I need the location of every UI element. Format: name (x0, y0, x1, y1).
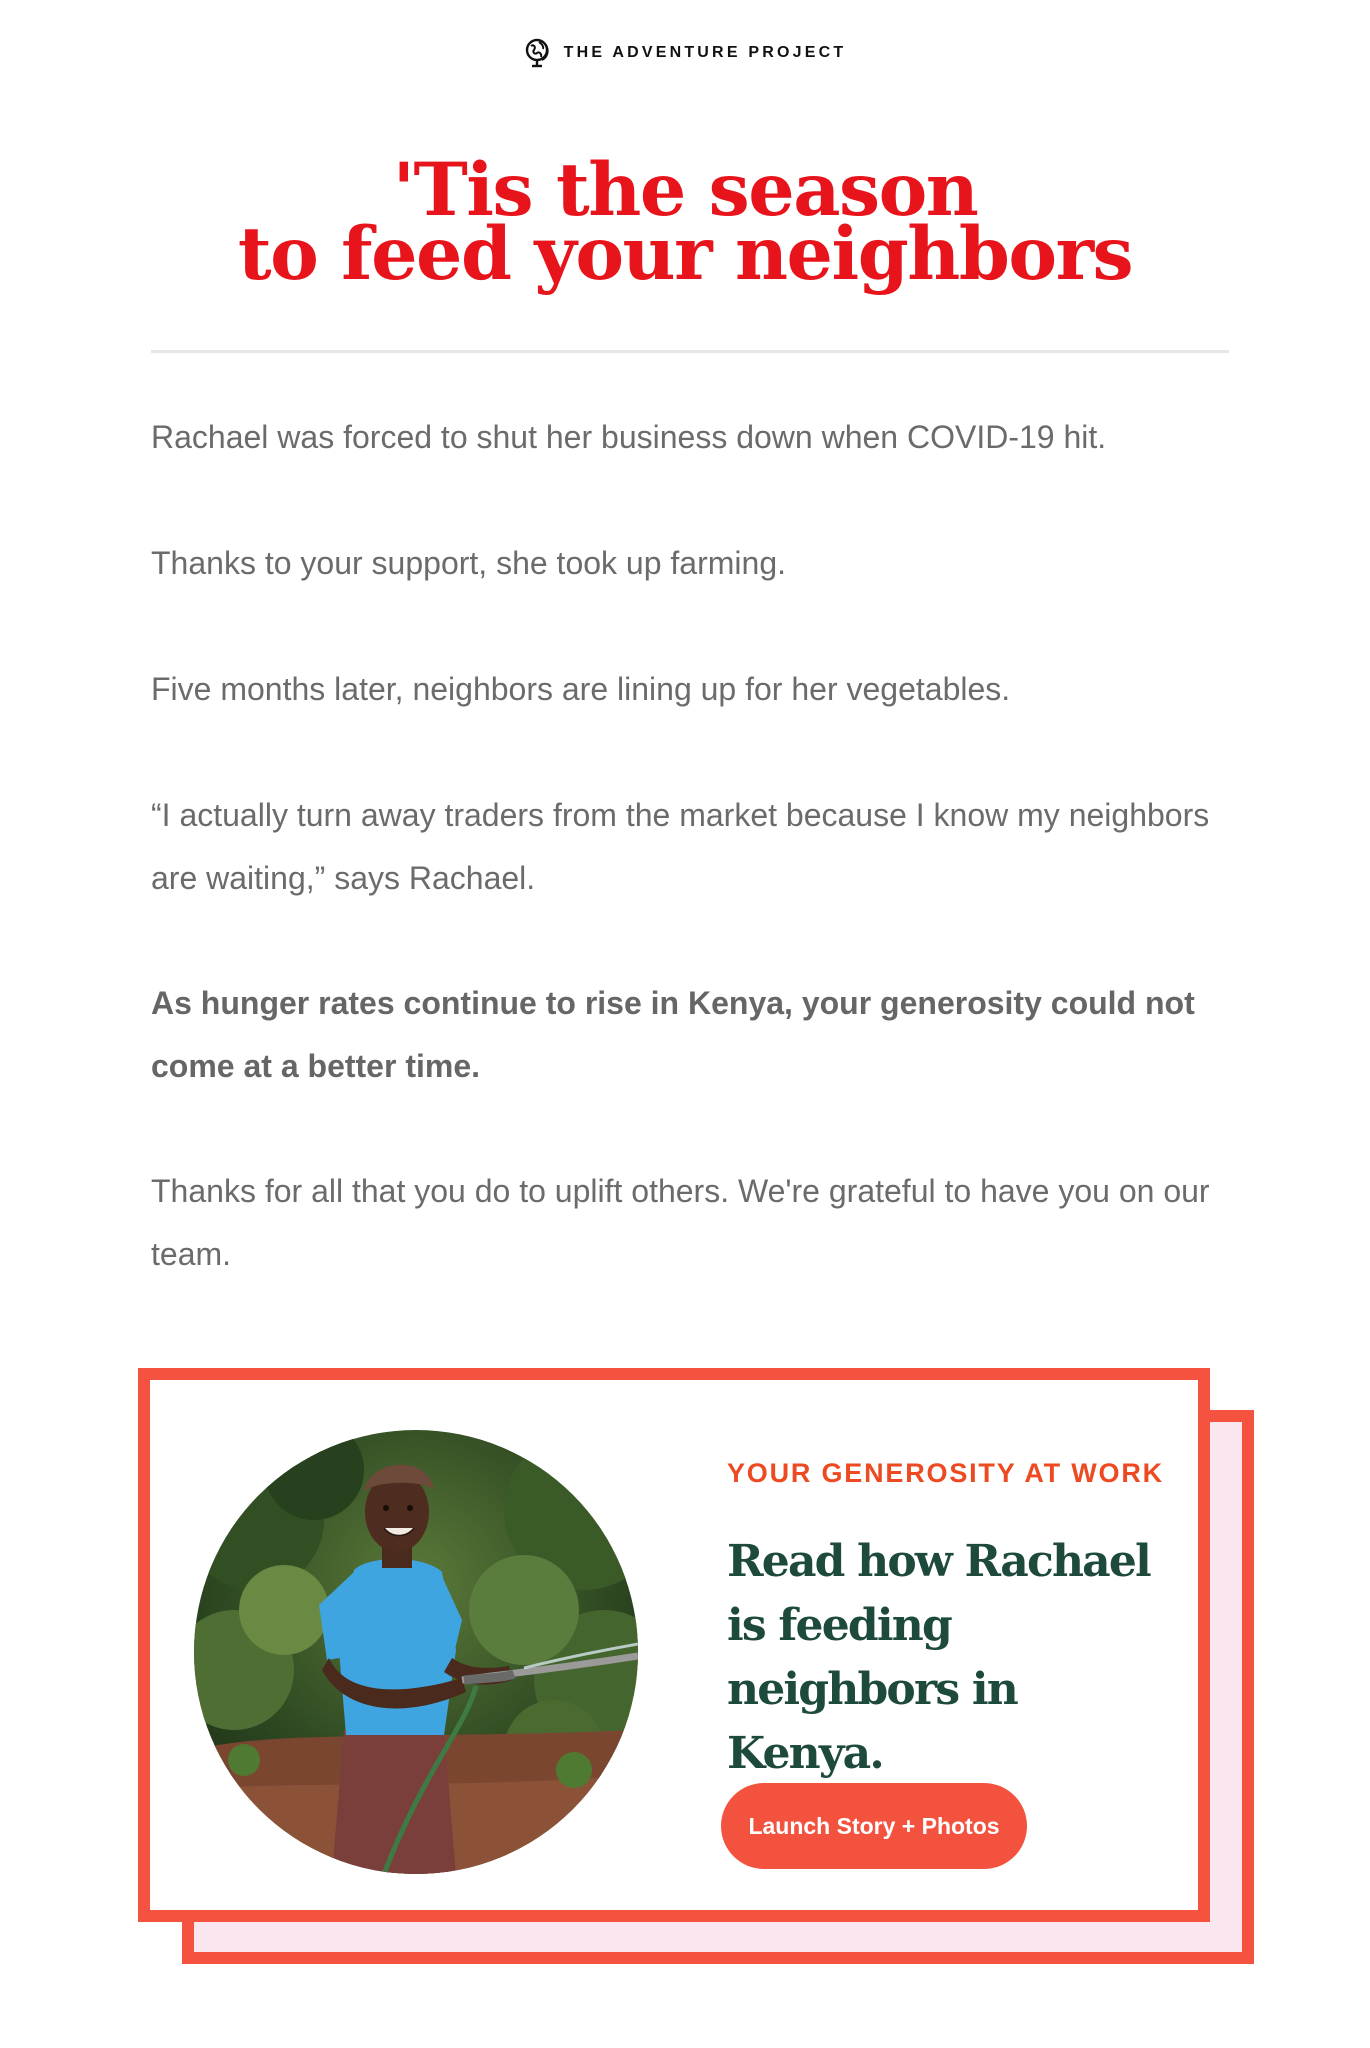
brand-name[interactable]: THE ADVENTURE PROJECT (563, 44, 847, 61)
email-header (0, 38, 1370, 68)
card-title[interactable]: Read how Rachael is feeding neighbors in Kenya. (727, 1536, 1150, 1779)
page-headline (0, 147, 1370, 297)
rachael-photo-illustration (194, 1430, 638, 1874)
globe-icon (524, 38, 552, 68)
section-divider (151, 350, 1229, 353)
rachael-photo[interactable] (194, 1430, 638, 1874)
headline-line-2: to feed your neighbors (237, 211, 1133, 297)
body-paragraph: Thanks to your support, she took up farming. (151, 545, 786, 581)
feature-card (138, 1368, 1210, 1922)
body-paragraph: Five months later, neighbors are lining up for her vegetables. (151, 671, 1011, 707)
body-paragraph: Rachael was forced to shut her business down when COVID-19 hit. (151, 419, 1107, 455)
body-quote: “I actually turn away traders from the market because I know my neighbors are waiting,” says Rachael. (151, 797, 1210, 896)
launch-story-button[interactable]: Launch Story + Photos (721, 1783, 1027, 1869)
body-emphasis: As hunger rates continue to rise in Kenya, your generosity could not come at a better time. (151, 985, 1195, 1084)
headline-line-1: 'Tis the season (392, 147, 978, 233)
body-paragraph: Thanks for all that you do to uplift others. We're grateful to have you on our team. (151, 1173, 1210, 1272)
card-eyebrow: YOUR GENEROSITY AT WORK (727, 1458, 1164, 1488)
